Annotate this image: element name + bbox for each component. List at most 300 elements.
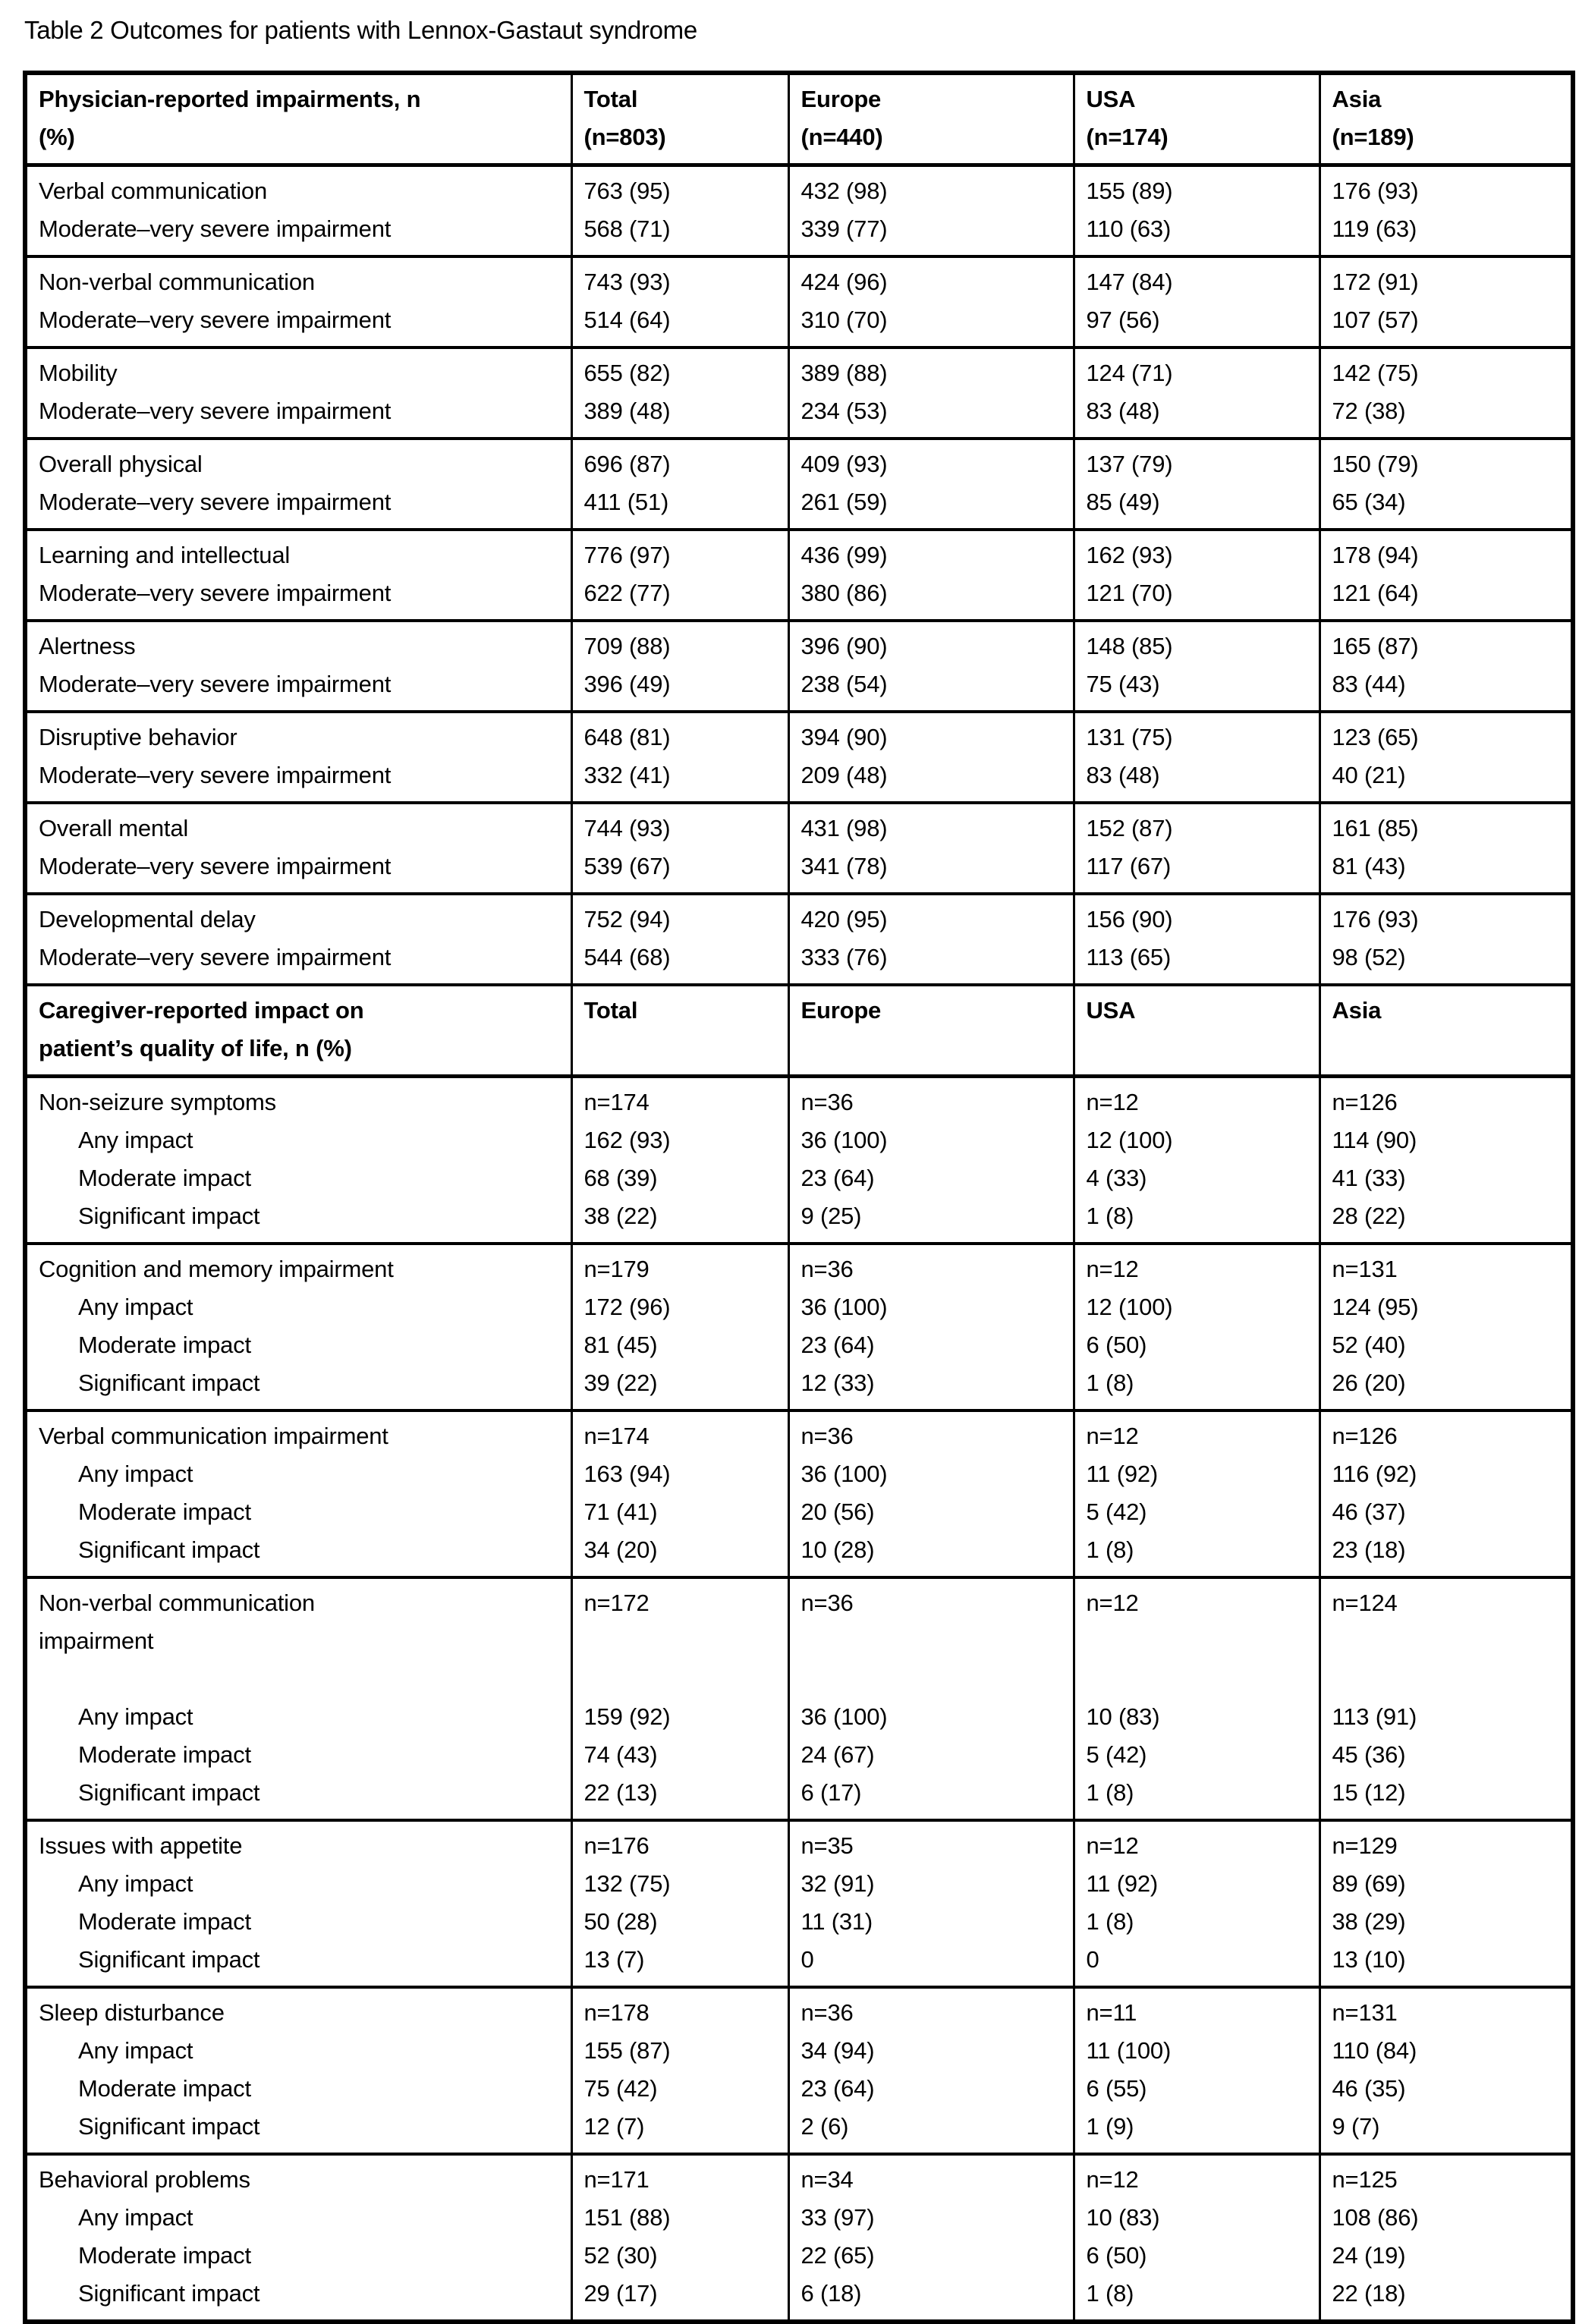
cell-value bbox=[584, 1622, 780, 1660]
column-header-line: Europe bbox=[801, 85, 882, 112]
table-cell bbox=[25, 530, 571, 621]
table-cell bbox=[571, 1076, 788, 1244]
cell-value: 238 (54) bbox=[801, 670, 888, 697]
cell-value: 763 (95) bbox=[583, 177, 671, 204]
table-cell bbox=[1320, 256, 1573, 347]
table-cell bbox=[1074, 1410, 1320, 1577]
cell-value bbox=[1087, 1660, 1311, 1698]
cell-value bbox=[801, 1622, 1065, 1660]
cell-value: 150 (79) bbox=[1332, 450, 1419, 477]
cell-value: 22 (18) bbox=[1332, 2279, 1406, 2307]
table-cell bbox=[25, 985, 571, 1077]
cell-value: 119 (63) bbox=[1332, 215, 1417, 242]
table-cell bbox=[1320, 439, 1573, 530]
row-label-line: Sleep disturbance bbox=[39, 1999, 225, 2026]
table-cell bbox=[1320, 894, 1573, 985]
cell-value: 137 (79) bbox=[1086, 450, 1173, 477]
table-cell bbox=[571, 1410, 788, 1577]
table-cell bbox=[1320, 1987, 1573, 2154]
table-cell bbox=[571, 712, 788, 803]
cell-value: 83 (48) bbox=[1086, 761, 1160, 788]
row-label-line: Moderate impact bbox=[78, 2074, 251, 2102]
column-header-line: Total bbox=[583, 85, 638, 112]
cell-value: 10 (83) bbox=[1086, 1703, 1160, 1730]
cell-value: 131 (75) bbox=[1086, 723, 1173, 750]
cell-value: 1 (8) bbox=[1086, 1907, 1134, 1935]
cell-value: 151 (88) bbox=[583, 2203, 671, 2231]
cell-value: 10 (83) bbox=[1086, 2203, 1160, 2231]
column-header-line: Asia bbox=[1332, 996, 1382, 1024]
cell-value: 6 (50) bbox=[1086, 2241, 1147, 2269]
table-row bbox=[25, 256, 1573, 347]
cell-value: 172 (91) bbox=[1332, 268, 1419, 295]
table-cell bbox=[1320, 803, 1573, 894]
cell-value: 45 (36) bbox=[1332, 1741, 1406, 1768]
cell-value: 65 (34) bbox=[1332, 488, 1406, 515]
row-label-line: Moderate–very severe impairment bbox=[39, 397, 392, 424]
table-cell bbox=[788, 1987, 1074, 2154]
table-cell bbox=[1074, 1076, 1320, 1244]
row-label-line: Any impact bbox=[78, 1703, 193, 1730]
cell-value: 46 (35) bbox=[1332, 2074, 1406, 2102]
row-label-line: Any impact bbox=[78, 1870, 193, 1897]
table-cell bbox=[25, 1987, 571, 2154]
cell-value: 97 (56) bbox=[1086, 306, 1160, 333]
cell-value: n=12 bbox=[1086, 2165, 1139, 2193]
cell-value: n=12 bbox=[1086, 1832, 1139, 1859]
cell-value: 310 (70) bbox=[801, 306, 888, 333]
cell-value: 71 (41) bbox=[583, 1498, 658, 1525]
table-cell bbox=[1074, 1820, 1320, 1987]
cell-value: 142 (75) bbox=[1332, 359, 1419, 386]
cell-value: n=179 bbox=[583, 1255, 650, 1282]
table-cell bbox=[1320, 347, 1573, 439]
cell-value: 1 (8) bbox=[1086, 1536, 1134, 1563]
table-row bbox=[25, 1410, 1573, 1577]
cell-value: 622 (77) bbox=[583, 579, 671, 606]
cell-value: 155 (89) bbox=[1086, 177, 1173, 204]
row-label-line bbox=[39, 1660, 563, 1698]
cell-value: 52 (40) bbox=[1332, 1331, 1406, 1358]
cell-value: 38 (29) bbox=[1332, 1907, 1406, 1935]
cell-value: n=35 bbox=[801, 1832, 854, 1859]
table-cell bbox=[1074, 803, 1320, 894]
cell-value: n=176 bbox=[583, 1832, 650, 1859]
cell-value: 648 (81) bbox=[583, 723, 671, 750]
cell-value: 178 (94) bbox=[1332, 541, 1419, 568]
row-label-line: Non-verbal communication bbox=[39, 268, 315, 295]
cell-value: n=125 bbox=[1332, 2165, 1398, 2193]
cell-value: n=36 bbox=[801, 1589, 854, 1616]
table-cell bbox=[788, 1244, 1074, 1410]
row-label-line: Moderate–very severe impairment bbox=[39, 306, 392, 333]
outcomes-table bbox=[23, 71, 1575, 2324]
table-cell bbox=[571, 1820, 788, 1987]
cell-value: 380 (86) bbox=[801, 579, 888, 606]
cell-value bbox=[584, 1660, 780, 1698]
table-cell bbox=[571, 985, 788, 1077]
cell-value: 22 (13) bbox=[583, 1778, 658, 1806]
row-label-line: Verbal communication impairment bbox=[39, 1422, 388, 1449]
table-row bbox=[25, 712, 1573, 803]
cell-value: 23 (64) bbox=[801, 1164, 875, 1191]
cell-value: 709 (88) bbox=[583, 632, 671, 659]
row-label-line: Any impact bbox=[78, 2036, 193, 2064]
cell-value: 163 (94) bbox=[583, 1460, 671, 1487]
cell-value: n=124 bbox=[1332, 1589, 1398, 1616]
table-cell bbox=[571, 439, 788, 530]
table-cell bbox=[571, 73, 788, 165]
row-label-line: Any impact bbox=[78, 2203, 193, 2231]
column-header-line: (n=803) bbox=[583, 123, 666, 150]
table-cell bbox=[25, 1244, 571, 1410]
cell-value: 117 (67) bbox=[1086, 852, 1172, 879]
table-cell bbox=[788, 621, 1074, 712]
cell-value: n=12 bbox=[1086, 1589, 1139, 1616]
cell-value: 124 (71) bbox=[1086, 359, 1173, 386]
table-cell bbox=[1074, 1244, 1320, 1410]
table-cell bbox=[25, 347, 571, 439]
cell-value: 46 (37) bbox=[1332, 1498, 1406, 1525]
cell-value: 72 (38) bbox=[1332, 397, 1406, 424]
cell-value: 159 (92) bbox=[583, 1703, 671, 1730]
table-cell bbox=[1320, 1076, 1573, 1244]
cell-value: 34 (20) bbox=[583, 1536, 658, 1563]
table-cell bbox=[1320, 1410, 1573, 1577]
cell-value: 341 (78) bbox=[801, 852, 888, 879]
cell-value: 89 (69) bbox=[1332, 1870, 1406, 1897]
table-cell bbox=[1320, 985, 1573, 1077]
cell-value: n=174 bbox=[583, 1422, 650, 1449]
cell-value: 389 (48) bbox=[583, 397, 671, 424]
cell-value: 0 bbox=[1086, 1945, 1099, 1973]
table-row bbox=[25, 439, 1573, 530]
cell-value: 36 (100) bbox=[801, 1293, 888, 1320]
table-cell bbox=[25, 621, 571, 712]
cell-value: 36 (100) bbox=[801, 1460, 888, 1487]
cell-value: n=178 bbox=[583, 1999, 650, 2026]
cell-value: 12 (7) bbox=[583, 2112, 645, 2140]
cell-value: 9 (7) bbox=[1332, 2112, 1380, 2140]
table-cell bbox=[571, 621, 788, 712]
table-cell bbox=[1074, 439, 1320, 530]
table-cell bbox=[788, 803, 1074, 894]
table-cell bbox=[25, 1577, 571, 1820]
row-label-line: Moderate impact bbox=[78, 2241, 251, 2269]
cell-value: 332 (41) bbox=[583, 761, 671, 788]
table-cell bbox=[1074, 347, 1320, 439]
cell-value: 68 (39) bbox=[583, 1164, 658, 1191]
row-label-line: Moderate impact bbox=[78, 1741, 251, 1768]
cell-value: n=171 bbox=[583, 2165, 650, 2193]
cell-value: 152 (87) bbox=[1086, 814, 1173, 841]
cell-value: 50 (28) bbox=[583, 1907, 658, 1935]
cell-value: 13 (10) bbox=[1332, 1945, 1406, 1973]
cell-value: 113 (91) bbox=[1332, 1703, 1417, 1730]
cell-value: n=36 bbox=[801, 1255, 854, 1282]
cell-value: n=12 bbox=[1086, 1422, 1139, 1449]
cell-value: 261 (59) bbox=[801, 488, 888, 515]
cell-value: 1 (8) bbox=[1086, 1369, 1134, 1396]
cell-value: 539 (67) bbox=[583, 852, 671, 879]
table-cell bbox=[1320, 1244, 1573, 1410]
table-cell bbox=[25, 894, 571, 985]
cell-value: 396 (90) bbox=[801, 632, 888, 659]
table-cell bbox=[1074, 894, 1320, 985]
cell-value: 776 (97) bbox=[583, 541, 671, 568]
row-label-line: Moderate–very severe impairment bbox=[39, 670, 392, 697]
table-cell bbox=[1074, 1987, 1320, 2154]
row-label-line: Learning and intellectual bbox=[39, 541, 291, 568]
table-cell bbox=[1074, 165, 1320, 256]
table-cell bbox=[25, 439, 571, 530]
table-cell bbox=[571, 1244, 788, 1410]
cell-value: 514 (64) bbox=[583, 306, 671, 333]
table-cell bbox=[571, 530, 788, 621]
table-cell bbox=[571, 165, 788, 256]
cell-value: 2 (6) bbox=[801, 2112, 849, 2140]
row-label-line: Moderate–very severe impairment bbox=[39, 761, 392, 788]
row-label-line: Moderate impact bbox=[78, 1331, 251, 1358]
table-cell bbox=[788, 1410, 1074, 1577]
cell-value: 121 (70) bbox=[1086, 579, 1173, 606]
cell-value: 4 (33) bbox=[1086, 1164, 1147, 1191]
cell-value: 11 (100) bbox=[1086, 2036, 1172, 2064]
cell-value: 20 (56) bbox=[801, 1498, 875, 1525]
cell-value: 1 (8) bbox=[1086, 2279, 1134, 2307]
cell-value: 155 (87) bbox=[583, 2036, 671, 2064]
cell-value: 148 (85) bbox=[1086, 632, 1173, 659]
cell-value: 655 (82) bbox=[583, 359, 671, 386]
cell-value: 23 (64) bbox=[801, 1331, 875, 1358]
column-header-line: (n=189) bbox=[1332, 123, 1414, 150]
cell-value: 432 (98) bbox=[801, 177, 888, 204]
row-label-line: Significant impact bbox=[78, 1369, 260, 1396]
cell-value: n=126 bbox=[1332, 1422, 1398, 1449]
cell-value: 12 (100) bbox=[1086, 1293, 1173, 1320]
row-label-line: Any impact bbox=[78, 1293, 193, 1320]
cell-value: 6 (50) bbox=[1086, 1331, 1147, 1358]
table-cell bbox=[788, 165, 1074, 256]
cell-value: 12 (33) bbox=[801, 1369, 875, 1396]
cell-value: 107 (57) bbox=[1332, 306, 1419, 333]
row-label-line: Alertness bbox=[39, 632, 136, 659]
cell-value: n=36 bbox=[801, 1088, 854, 1115]
cell-value: 11 (31) bbox=[801, 1907, 873, 1935]
table-cell bbox=[788, 347, 1074, 439]
row-label-line: Moderate–very severe impairment bbox=[39, 488, 392, 515]
cell-value: 98 (52) bbox=[1332, 943, 1406, 970]
row-label-line: Significant impact bbox=[78, 2112, 260, 2140]
row-label-line: Non-seizure symptoms bbox=[39, 1088, 276, 1115]
column-header-line: Caregiver-reported impact on bbox=[39, 996, 364, 1024]
cell-value: 10 (28) bbox=[801, 1536, 875, 1563]
table-row bbox=[25, 2154, 1573, 2322]
table-row bbox=[25, 621, 1573, 712]
cell-value: 161 (85) bbox=[1332, 814, 1419, 841]
table-cell bbox=[571, 894, 788, 985]
cell-value: n=131 bbox=[1332, 1999, 1398, 2026]
cell-value: 26 (20) bbox=[1332, 1369, 1406, 1396]
table-cell bbox=[1074, 256, 1320, 347]
table-cell bbox=[25, 1820, 571, 1987]
cell-value: 81 (43) bbox=[1332, 852, 1406, 879]
cell-value: 24 (19) bbox=[1332, 2241, 1406, 2269]
table-row bbox=[25, 894, 1573, 985]
cell-value: 29 (17) bbox=[583, 2279, 658, 2307]
table-row bbox=[25, 1577, 1573, 1820]
table-cell bbox=[1320, 2154, 1573, 2322]
table-cell bbox=[1320, 530, 1573, 621]
table-cell bbox=[1320, 1577, 1573, 1820]
row-label-line: Issues with appetite bbox=[39, 1832, 243, 1859]
row-label-line: Significant impact bbox=[78, 1778, 260, 1806]
column-header-line: (%) bbox=[39, 123, 75, 150]
cell-value: 420 (95) bbox=[801, 905, 888, 932]
cell-value: 110 (63) bbox=[1086, 215, 1172, 242]
table-row bbox=[25, 347, 1573, 439]
row-label-line: Behavioral problems bbox=[39, 2165, 250, 2193]
table-row bbox=[25, 1244, 1573, 1410]
cell-value: 333 (76) bbox=[801, 943, 888, 970]
cell-value: n=36 bbox=[801, 1999, 854, 2026]
row-label-line: Cognition and memory impairment bbox=[39, 1255, 394, 1282]
cell-value: 36 (100) bbox=[801, 1126, 888, 1153]
table-row bbox=[25, 1820, 1573, 1987]
cell-value: 436 (99) bbox=[801, 541, 888, 568]
table-cell bbox=[25, 803, 571, 894]
row-label-line: Non-verbal communication bbox=[39, 1589, 315, 1616]
cell-value: 11 (92) bbox=[1086, 1460, 1159, 1487]
table-cell bbox=[788, 985, 1074, 1077]
cell-value: 176 (93) bbox=[1332, 905, 1419, 932]
row-label-line: Overall mental bbox=[39, 814, 189, 841]
row-label-line: Disruptive behavior bbox=[39, 723, 237, 750]
table-cell bbox=[1320, 73, 1573, 165]
cell-value: 28 (22) bbox=[1332, 1202, 1406, 1229]
table-cell bbox=[788, 256, 1074, 347]
cell-value: 81 (45) bbox=[583, 1331, 658, 1358]
cell-value: 0 bbox=[801, 1945, 814, 1973]
row-label-line: impairment bbox=[39, 1627, 154, 1654]
row-label-line: Moderate–very severe impairment bbox=[39, 215, 392, 242]
cell-value: 39 (22) bbox=[583, 1369, 658, 1396]
cell-value: 6 (55) bbox=[1086, 2074, 1147, 2102]
table-cell bbox=[25, 165, 571, 256]
cell-value: 165 (87) bbox=[1332, 632, 1419, 659]
table-cell bbox=[788, 530, 1074, 621]
cell-value: 22 (65) bbox=[801, 2241, 875, 2269]
table-cell bbox=[788, 712, 1074, 803]
cell-value: 424 (96) bbox=[801, 268, 888, 295]
cell-value: n=126 bbox=[1332, 1088, 1398, 1115]
row-label-line: Moderate impact bbox=[78, 1907, 251, 1935]
cell-value: 33 (97) bbox=[801, 2203, 875, 2231]
cell-value: 38 (22) bbox=[583, 1202, 658, 1229]
column-header-line: Asia bbox=[1332, 85, 1382, 112]
cell-value: 83 (48) bbox=[1086, 397, 1160, 424]
column-header-line: USA bbox=[1086, 996, 1136, 1024]
table-cell bbox=[788, 894, 1074, 985]
cell-value: 75 (43) bbox=[1086, 670, 1160, 697]
table-cell bbox=[1074, 1577, 1320, 1820]
cell-value: 743 (93) bbox=[583, 268, 671, 295]
table-row bbox=[25, 1076, 1573, 1244]
table-cell bbox=[571, 2154, 788, 2322]
cell-value bbox=[1087, 1622, 1311, 1660]
row-label-line: Significant impact bbox=[78, 1536, 260, 1563]
cell-value: 1 (8) bbox=[1086, 1778, 1134, 1806]
row-label-line: Developmental delay bbox=[39, 905, 256, 932]
column-header-line: Europe bbox=[801, 996, 882, 1024]
table-cell bbox=[1320, 165, 1573, 256]
table-cell bbox=[1320, 621, 1573, 712]
cell-value: 147 (84) bbox=[1086, 268, 1173, 295]
cell-value: 339 (77) bbox=[801, 215, 888, 242]
table-cell bbox=[571, 803, 788, 894]
cell-value: 209 (48) bbox=[801, 761, 888, 788]
section-header-row bbox=[25, 985, 1573, 1077]
cell-value: 411 (51) bbox=[583, 488, 669, 515]
cell-value: 23 (18) bbox=[1332, 1536, 1406, 1563]
cell-value: 74 (43) bbox=[583, 1741, 658, 1768]
cell-value: 431 (98) bbox=[801, 814, 888, 841]
cell-value: 1 (9) bbox=[1086, 2112, 1134, 2140]
cell-value: n=36 bbox=[801, 1422, 854, 1449]
row-label-line: Moderate impact bbox=[78, 1164, 251, 1191]
cell-value: 15 (12) bbox=[1332, 1778, 1406, 1806]
cell-value: 409 (93) bbox=[801, 450, 888, 477]
table-body bbox=[25, 73, 1573, 2322]
column-header-line: patient’s quality of life, n (%) bbox=[39, 1034, 352, 1061]
row-label-line: Moderate–very severe impairment bbox=[39, 852, 392, 879]
cell-value: 124 (95) bbox=[1332, 1293, 1419, 1320]
cell-value: 12 (100) bbox=[1086, 1126, 1173, 1153]
cell-value: 9 (25) bbox=[801, 1202, 862, 1229]
table-cell bbox=[788, 439, 1074, 530]
cell-value: 234 (53) bbox=[801, 397, 888, 424]
row-label-line: Significant impact bbox=[78, 1202, 260, 1229]
cell-value: 162 (93) bbox=[1086, 541, 1173, 568]
cell-value: 696 (87) bbox=[583, 450, 671, 477]
cell-value: 11 (92) bbox=[1086, 1870, 1159, 1897]
table-cell bbox=[571, 1987, 788, 2154]
table-cell bbox=[1320, 1820, 1573, 1987]
table-cell bbox=[25, 2154, 571, 2322]
table-cell bbox=[788, 73, 1074, 165]
cell-value: 752 (94) bbox=[583, 905, 671, 932]
cell-value: 394 (90) bbox=[801, 723, 888, 750]
cell-value: 113 (65) bbox=[1086, 943, 1172, 970]
row-label-line: Moderate–very severe impairment bbox=[39, 579, 392, 606]
cell-value: n=11 bbox=[1086, 1999, 1137, 2026]
cell-value: 5 (42) bbox=[1086, 1741, 1147, 1768]
row-label-line: Any impact bbox=[78, 1126, 193, 1153]
table-row bbox=[25, 1987, 1573, 2154]
cell-value: 156 (90) bbox=[1086, 905, 1173, 932]
cell-value: n=131 bbox=[1332, 1255, 1398, 1282]
cell-value: n=174 bbox=[583, 1088, 650, 1115]
table-cell bbox=[788, 1577, 1074, 1820]
cell-value: 744 (93) bbox=[583, 814, 671, 841]
section-header-row bbox=[25, 73, 1573, 165]
table-cell bbox=[25, 256, 571, 347]
table-cell bbox=[25, 1076, 571, 1244]
cell-value: n=34 bbox=[801, 2165, 854, 2193]
table-cell bbox=[25, 712, 571, 803]
table-cell bbox=[571, 1577, 788, 1820]
table-cell bbox=[1074, 2154, 1320, 2322]
